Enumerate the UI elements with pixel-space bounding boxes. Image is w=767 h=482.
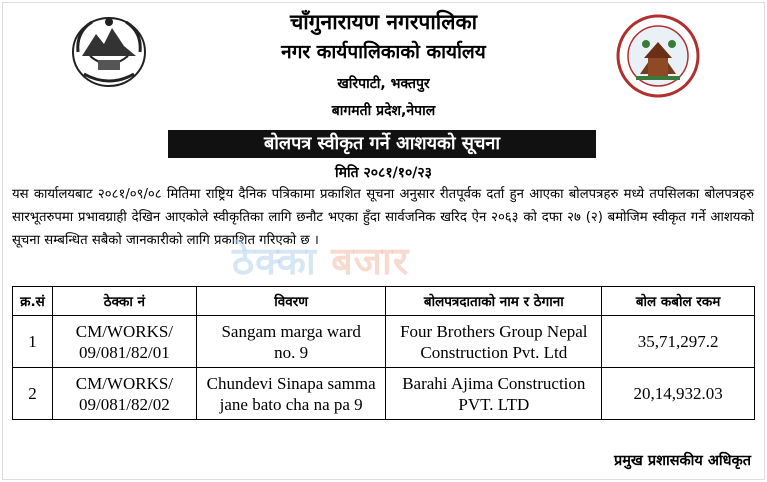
bid-table xyxy=(12,286,755,420)
watermark xyxy=(232,234,409,286)
description-line-2: jane bato cha na pa 9 xyxy=(219,394,363,414)
row-description xyxy=(196,316,386,368)
description-line-1: Sangam marga ward xyxy=(221,321,361,341)
notice-body: यस कार्यालयबाट २०८१/०९/०८ मितिमा राष्ट्रिय दैनिक पत्रिकामा प्रकाशित सूचना अनुसार रीतपूर्वक दर्ता हुन आएका बोलपत्रहरु मध्ये तपसिलका बोलपत्रहरु सारभूतरुपमा प्रभावग्राही देखिन आएकोले स्वीकृतिका लागि छनौट भएका हुँदा सार्वजनिक खरिद ऐन २०६३ को दफा २७ (२) बमोजिम स्वीकृत गर्ने आशयको सूचना सम्बन्धित सबैको जानकारीको लागि प्रकाशित गरिएको छ । xyxy=(12,187,754,248)
contract-line-1: CM/WORKS/ xyxy=(75,373,174,393)
bidder-line-1: Barahi Ajima Construction xyxy=(402,373,586,393)
row-amount: 35,71,297.2 xyxy=(602,316,755,368)
municipality-name: चाँगुनारायण नगरपालिका xyxy=(289,10,478,34)
table-row xyxy=(13,368,755,420)
province-name: बागमती प्रदेश,नेपाल xyxy=(331,103,436,119)
row-amount: 20,14,932.03 xyxy=(602,368,755,420)
row-description xyxy=(196,368,386,420)
row-contract-no xyxy=(52,316,196,368)
header-amount: बोल कबोल रकम xyxy=(602,287,755,316)
row-bidder xyxy=(386,368,602,420)
bidder-line-1: Four Brothers Group Nepal xyxy=(400,321,588,341)
notice-date: मिति २०८१/१०/२३ xyxy=(335,165,432,181)
contract-line-2: 09/081/82/02 xyxy=(79,394,170,414)
bidder-line-2: Construction Pvt. Ltd xyxy=(420,342,568,362)
contract-line-2: 09/081/82/01 xyxy=(79,342,170,362)
row-sn: 2 xyxy=(13,368,53,420)
header-description: विवरण xyxy=(196,287,386,316)
contract-line-1: CM/WORKS/ xyxy=(75,321,174,341)
table-row xyxy=(13,316,755,368)
bidder-line-2: PVT. LTD xyxy=(458,394,530,414)
signatory-title: प्रमुख प्रशासकीय अधिकृत xyxy=(614,453,751,469)
watermark-part-2: बजार xyxy=(331,239,410,283)
office-address: खरिपाटी, भक्तपुर xyxy=(337,76,430,92)
header-bidder: बोलपत्रदाताको नाम र ठेगाना xyxy=(386,287,602,316)
header-contract-no: ठेक्का नं xyxy=(52,287,196,316)
row-bidder xyxy=(386,316,602,368)
row-sn: 1 xyxy=(13,316,53,368)
office-name: नगर कार्यपालिकाको कार्यालय xyxy=(281,41,486,63)
table-header-row xyxy=(13,287,755,316)
header-sn: क्र.सं xyxy=(13,287,53,316)
description-line-2: no. 9 xyxy=(274,342,309,362)
watermark-part-1: ठेक्का xyxy=(232,239,317,283)
description-line-1: Chundevi Sinapa samma xyxy=(206,373,376,393)
notice-title: बोलपत्र स्वीकृत गर्ने आशयको सूचना xyxy=(168,130,596,158)
row-contract-no xyxy=(52,368,196,420)
